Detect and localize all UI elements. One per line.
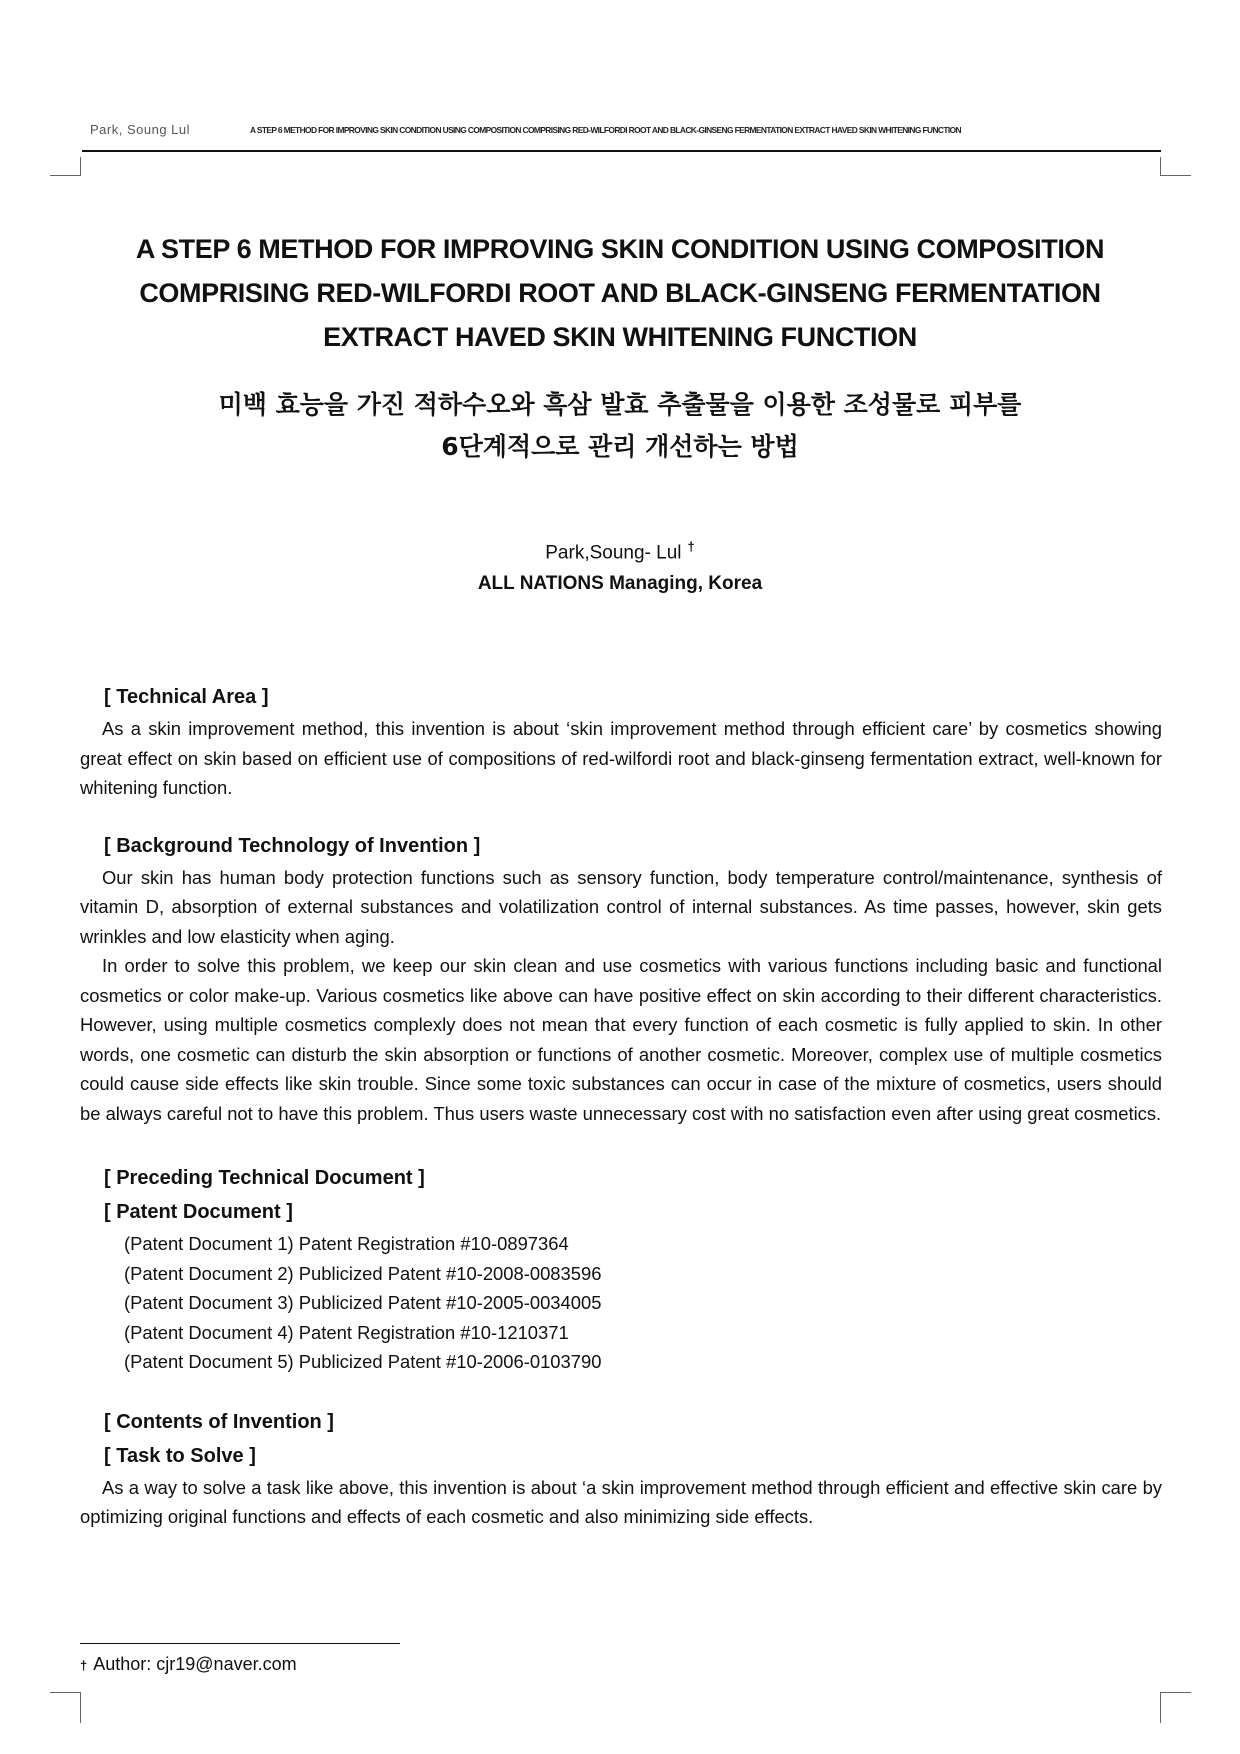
crop-mark-bottom-left xyxy=(50,1692,81,1723)
running-header-author: Park, Soung Lul xyxy=(90,122,191,137)
section-heading-contents: [ Contents of Invention ] xyxy=(104,1410,334,1433)
title-en-line: COMPRISING RED-WILFORDI ROOT AND BLACK-GINSENG FERMENTATION xyxy=(139,278,1101,308)
body-content xyxy=(80,680,1162,1532)
header-rule xyxy=(82,150,1161,152)
background-paragraph-1: Our skin has human body protection functions such as sensory function, body temperature control/maintenance, synthesis of vitamin D, absorption of external substances and volatilization control of internal substances. As time passes, however, skin gets wrinkles and low elasticity when aging. xyxy=(80,866,1162,947)
section-subheading-task: [ Task to Solve ] xyxy=(104,1444,256,1467)
title-en-line: A STEP 6 METHOD FOR IMPROVING SKIN CONDITION USING COMPOSITION xyxy=(135,234,1105,264)
footnote-rule xyxy=(80,1643,400,1644)
list-item: (Patent Document 1) Patent Registration #10-0897364 xyxy=(124,1233,569,1254)
author-name-line xyxy=(0,532,1240,568)
crop-mark-top-left xyxy=(50,157,81,176)
list-item: (Patent Document 2) Publicized Patent #10-2008-0083596 xyxy=(124,1262,602,1284)
author-footnote-mark: † xyxy=(687,539,695,554)
background-paragraph-2: In order to solve this problem, we keep our skin clean and use cosmetics with various functions including basic and functional cosmetics or color make-up. Various cosmetics like above can have positive effect on skin according to their different characteristics. However, using multiple cosmetics complexly does not mean that every function of each cosmetic is fully applied to skin. In other words, one cosmetic can disturb the skin absorption or functions of another cosmetic. Moreover, complex use of multiple cosmetics could cause side effects like skin trouble. Since some toxic substances can occur in case of the mixture of cosmetics, users should be always careful not to have this problem. Thus users waste unnecessary cost with no satisfaction even after using great cosmetics. xyxy=(80,955,1162,1124)
author-block xyxy=(0,532,1240,600)
title-ko-line: 6단계적으로 관리 개선하는 방법 xyxy=(441,432,799,461)
list-item: (Patent Document 5) Publicized Patent #10-2006-0103790 xyxy=(124,1351,602,1372)
list-item: (Patent Document 3) Publicized Patent #10-2005-0034005 xyxy=(124,1292,602,1313)
section-subheading-patent-document: [ Patent Document ] xyxy=(104,1201,293,1223)
task-paragraph: As a way to solve a task like above, this invention is about ‘a skin improvement method through efficient and effective skin care by optimizing original functions and effects of each cosmetic and also minimizing side effects. xyxy=(80,1476,1162,1527)
crop-mark-top-right xyxy=(1160,157,1191,176)
running-header-title: A STEP 6 METHOD FOR IMPROVING SKIN CONDITION USING COMPOSITION COMPRISING RED-WILFORDI ROOT AND BLACK-GINSENG FERMENTATION EXTRACT HAVED SKIN WHITENING FUNCTION xyxy=(250,125,961,135)
paper-title-korean xyxy=(110,384,1130,468)
footnote-text: Author: cjr19@naver.com xyxy=(93,1654,297,1674)
section-heading-preceding: [ Preceding Technical Document ] xyxy=(104,1167,425,1189)
title-ko-line: 미백 효능을 가진 적하수오와 흑삼 발효 추출물을 이용한 조성물로 피부를 xyxy=(218,390,1022,419)
crop-mark-bottom-right xyxy=(1160,1692,1191,1723)
technical-area-paragraph: As a skin improvement method, this invention is about ‘skin improvement method through efficient care’ by cosmetics showing great effect on skin based on efficient use of compositions of red-wilfordi root and black-ginseng fermentation extract, well-known for whitening function. xyxy=(80,718,1162,798)
section-heading-background: [ Background Technology of Invention ] xyxy=(104,834,481,857)
paper-title-english xyxy=(110,227,1130,359)
list-item: (Patent Document 4) Patent Registration #10-1210371 xyxy=(124,1321,569,1343)
patent-document-list xyxy=(124,1229,1162,1377)
author-name: Park,Soung- Lul xyxy=(545,542,682,564)
footnote xyxy=(80,1654,297,1675)
running-header xyxy=(90,122,1160,137)
title-en-line: EXTRACT HAVED SKIN WHITENING FUNCTION xyxy=(323,322,917,352)
author-affiliation: ALL NATIONS Managing, Korea xyxy=(477,573,763,595)
section-heading-technical-area: [ Technical Area ] xyxy=(104,686,269,708)
footnote-mark: † xyxy=(80,1658,88,1673)
